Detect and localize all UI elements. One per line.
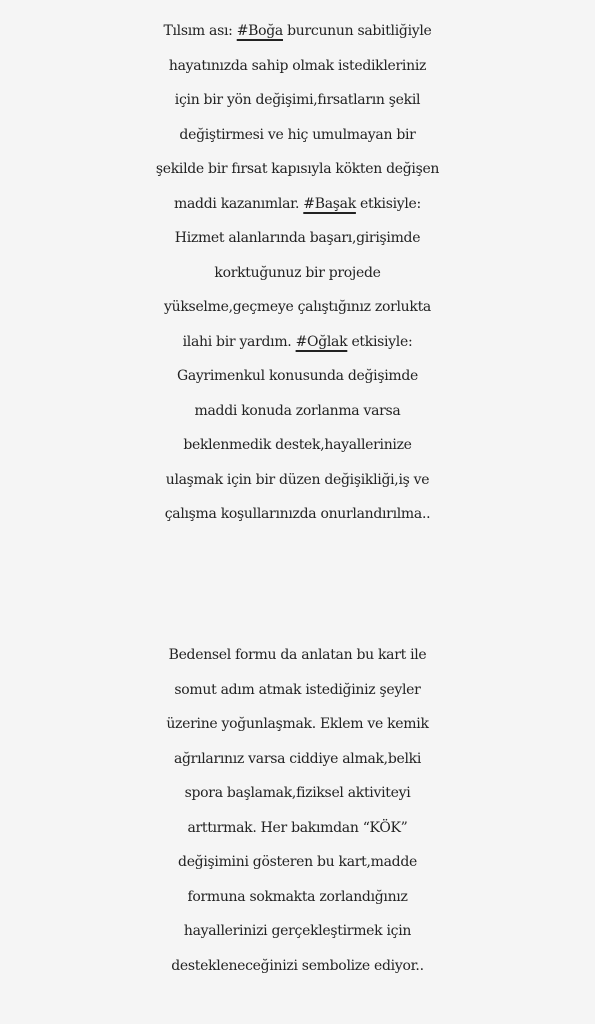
text-line: Hizmet alanlarında başarı,girişimde (174, 230, 421, 246)
text-line: Tılsım ası: #Boğa burcunun sabitliğiyle (163, 23, 432, 39)
text-line: spora başlamak,fiziksel aktiviteyi (184, 785, 411, 801)
text-line: somut adım atmak istediğiniz şeyler (174, 681, 421, 698)
hashtag-boga-link[interactable]: #Boğa (236, 23, 283, 39)
text-line: değiştirmesi ve hiç umulmayan bir (179, 126, 416, 143)
text-line: hayallerinizi gerçekleştirmek için (183, 923, 412, 939)
hashtag-basak-link[interactable]: #Başak (303, 195, 356, 212)
text-line: yükselme,geçmeye çalıştığınız zorlukta (164, 299, 431, 315)
text-line: korktuğunuz bir projede (214, 264, 381, 281)
text-line: çalışma koşullarınızda onurlandırılma.. (164, 506, 431, 522)
text-line: ulaşmak için bir düzen değişikliği,iş ve (165, 471, 430, 488)
paragraph-talisman (0, 14, 595, 532)
text-line: için bir yön değişimi,fırsatların şekil (174, 92, 421, 108)
text-line: Bedensel formu da anlatan bu kart ile (168, 647, 427, 663)
paragraph-body-form (0, 638, 595, 983)
text-line: arttırmak. Her bakımdan “KÖK” (187, 819, 408, 836)
text-line: beklenmedik destek,hayallerinize (183, 437, 412, 453)
text-line: değişimini gösteren bu kart,madde (178, 854, 417, 870)
text-line: maddi kazanımlar. #Başak etkisiyle: (174, 195, 421, 212)
text-line: maddi konuda zorlanma varsa (194, 402, 401, 419)
hashtag-oglak-link[interactable]: #Oğlak (295, 333, 348, 350)
text-line: destekleneceğinizi sembolize ediyor.. (171, 957, 424, 974)
text-line: Gayrimenkul konusunda değişimde (176, 368, 419, 384)
text-line: hayatınızda sahip olmak istedikleriniz (168, 57, 427, 74)
text-line: ağrılarınız varsa ciddiye almak,belki (173, 750, 422, 767)
text-line: formuna sokmakta zorlandığınız (187, 888, 408, 905)
text-line: ilahi bir yardım. #Oğlak etkisiyle: (182, 333, 413, 350)
text-line: üzerine yoğunlaşmak. Eklem ve kemik (166, 716, 429, 732)
text-line: şekilde bir fırsat kapısıyla kökten değişen (155, 161, 440, 177)
